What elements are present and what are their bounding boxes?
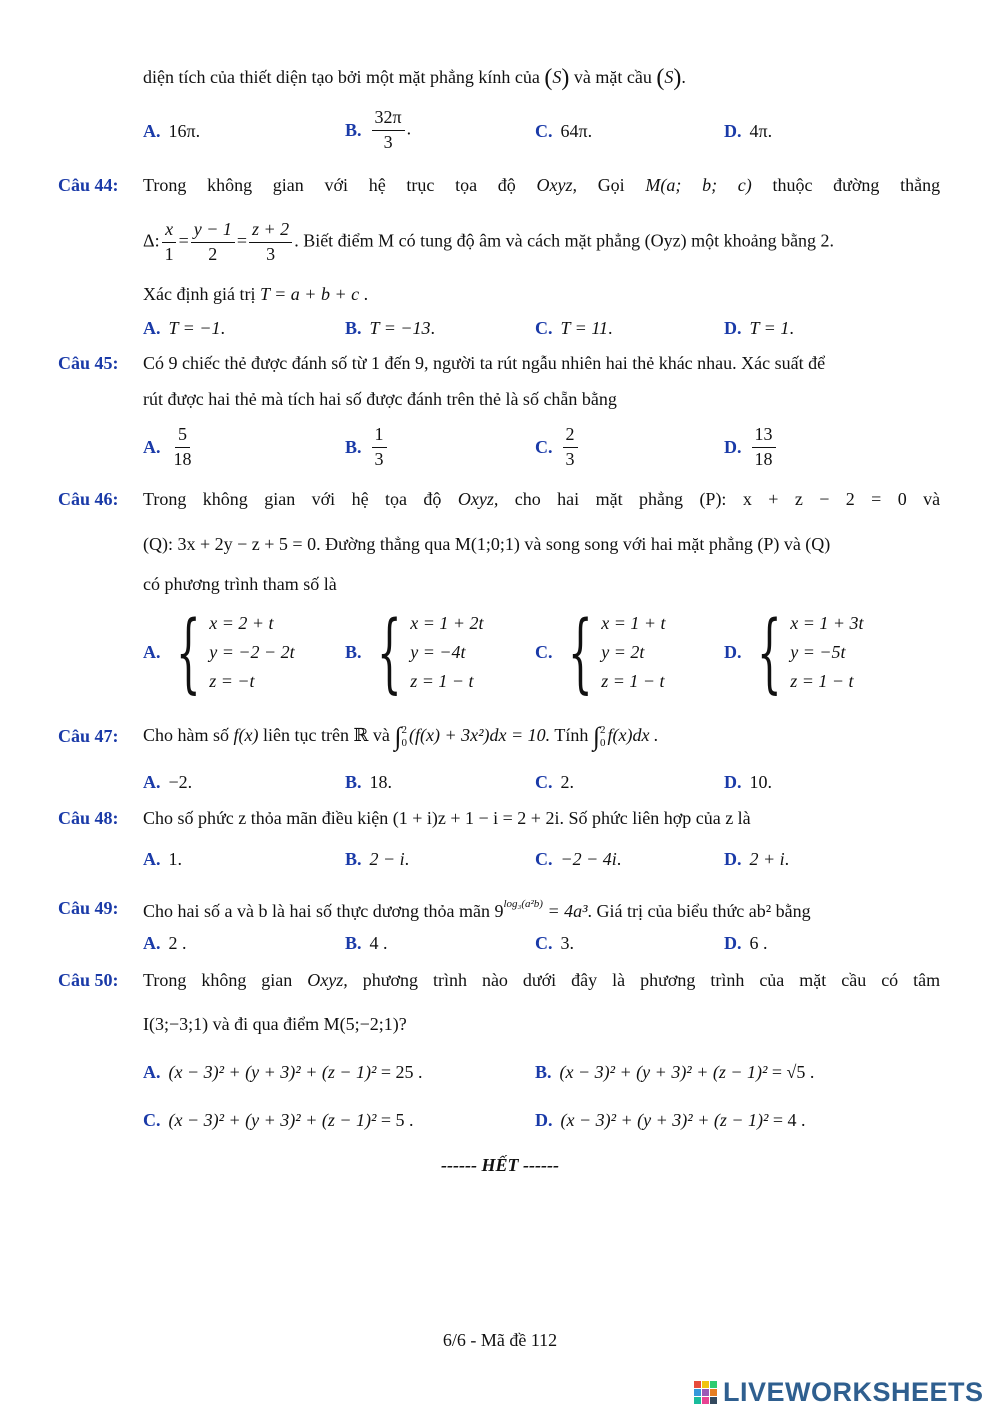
- integral-sign: ∫: [592, 722, 600, 751]
- q45-line2: rút được hai thẻ mà tích hai số được đánh trên thẻ là số chẵn bằng: [143, 389, 617, 409]
- q50-option-b[interactable]: B. (x − 3)² + (y + 3)² + (z − 1)² = √5 .: [535, 1062, 815, 1082]
- q49-text: Cho hai số a và b là hai số thực dương thỏa mãn $9^{log_3(a^2b)} = 4a^3$. Giá trị của biểu thức ab² bằng: [143, 898, 811, 921]
- q46-option-b[interactable]: B. { x = 1 + 2t y = −4t z = 1 − t: [345, 602, 484, 703]
- q43-option-d[interactable]: D. 4π.: [724, 121, 773, 141]
- q47-option-d[interactable]: D. 10.: [724, 772, 772, 792]
- q44-option-c[interactable]: C. T = 11.: [535, 318, 613, 338]
- q43-b-fraction: $\frac{32\pi}{3}$: [372, 108, 405, 153]
- q48-option-c[interactable]: C. −2 − 4i.: [535, 849, 622, 869]
- watermark-text: LIVEWORKSHEETS: [723, 1377, 984, 1407]
- integral-sign: ∫: [394, 722, 402, 751]
- q48-option-b[interactable]: B. 2 − i.: [345, 849, 410, 869]
- q46-option-d[interactable]: D. { x = 1 + 3t y = −5t z = 1 − t: [724, 602, 864, 703]
- q44-option-b[interactable]: B. T = −13.: [345, 318, 435, 338]
- q49-label: Câu 49:: [58, 898, 119, 918]
- q47-option-a[interactable]: A. −2.: [143, 772, 193, 792]
- q44-line1: Trong không gian với hệ trục tọa độ Oxyz, Gọi M(a; b; c) thuộc đường thẳng: [143, 175, 941, 195]
- q46-label: Câu 46:: [58, 489, 119, 509]
- q47-option-c[interactable]: C. 2.: [535, 772, 574, 792]
- q45-option-b[interactable]: B. $\frac{1}{3}$: [345, 425, 389, 470]
- q45-option-a[interactable]: A. $\frac{5}{18}$: [143, 424, 192, 469]
- q50-label: Câu 50:: [58, 970, 119, 990]
- q44-option-a[interactable]: A. T = −1.: [143, 318, 225, 338]
- q46-line3: có phương trình tham số là: [143, 574, 337, 594]
- q44-line2: . Biết điểm M có tung độ âm và cách mặt phẳng (Oyz) một khoảng bằng 2.: [294, 230, 835, 251]
- q46-option-a[interactable]: A. { x = 2 + t y = −2 − 2t z = −t: [143, 602, 295, 703]
- q50-option-a[interactable]: A. (x − 3)² + (y + 3)² + (z − 1)² = 25 .: [143, 1062, 423, 1082]
- q44-line-equation: Δ: $\frac{x}{1}$ = $\frac{y - 1}{2}$ = $\frac{z + 2}{3}$ . Biết điểm M có tung độ âm và cách mặt phẳng (Oyz) một khoảng bằng 2.: [143, 219, 835, 264]
- q50-line1: Trong không gian Oxyz, phương trình nào dưới đây là phương trình của mặt cầu có tâm: [143, 970, 941, 990]
- q48-option-a[interactable]: A. 1.: [143, 849, 182, 869]
- q47-text: Cho hàm số f(x) liên tục trên ℝ và ∫ 2 0 (f(x) + 3x²)dx = 10. Tính ∫ 2 0 f(x)dx .: [143, 722, 659, 751]
- q43-option-c[interactable]: C. 64π.: [535, 121, 593, 141]
- q49-option-c[interactable]: C. 3.: [535, 933, 574, 953]
- q48-label: Câu 48:: [58, 808, 119, 828]
- q47-option-b[interactable]: B. 18.: [345, 772, 393, 792]
- q45-option-c[interactable]: C. $\frac{2}{3}$: [535, 425, 580, 470]
- q49-option-d[interactable]: D. 6 .: [724, 933, 768, 953]
- end-marker: ------ HẾT ------: [441, 1155, 559, 1175]
- q50-line2: I(3;−3;1) và đi qua điểm M(5;−2;1)?: [143, 1014, 407, 1034]
- q50-option-c[interactable]: C. (x − 3)² + (y + 3)² + (z − 1)² = 5 .: [143, 1110, 414, 1130]
- q49-option-b[interactable]: B. 4 .: [345, 933, 388, 953]
- q46-line1: Trong không gian với hệ tọa độ Oxyz, cho hai mặt phẳng (P): x + z − 2 = 0 và: [143, 489, 941, 509]
- q44-line3: Xác định giá trị T = a + b + c .: [143, 284, 369, 304]
- q46-option-c[interactable]: C. { x = 1 + t y = 2t z = 1 − t: [535, 602, 666, 703]
- q49-option-a[interactable]: A. 2 .: [143, 933, 187, 953]
- q43-option-b[interactable]: B. $\frac{32\pi}{3}$ .: [345, 107, 412, 152]
- q43-tail: diện tích của thiết diện tạo bởi một mặt phẳng kính của (S) và mặt cầu (S).: [143, 65, 686, 91]
- q43-tail-text: diện tích của thiết diện tạo bởi một mặt phẳng kính của: [143, 67, 540, 87]
- liveworksheets-logo: [694, 1377, 984, 1408]
- q44-label: Câu 44:: [58, 175, 119, 195]
- q45-option-d[interactable]: D. $\frac{13}{18}$: [724, 425, 778, 470]
- q46-line2: (Q): 3x + 2y − z + 5 = 0. Đường thẳng qua M(1;0;1) và song song với hai mặt phẳng (P) và (Q): [143, 534, 831, 554]
- q43-option-a[interactable]: A. 16π.: [143, 121, 201, 141]
- q47-label: Câu 47:: [58, 726, 119, 746]
- q44-option-d[interactable]: D. T = 1.: [724, 318, 794, 338]
- logo-grid-icon: [694, 1381, 717, 1404]
- q48-option-d[interactable]: D. 2 + i.: [724, 849, 790, 869]
- q45-line1: Có 9 chiếc thẻ được đánh số từ 1 đến 9, người ta rút ngẫu nhiên hai thẻ khác nhau. Xác suất để: [143, 353, 826, 373]
- q50-option-d[interactable]: D. (x − 3)² + (y + 3)² + (z − 1)² = 4 .: [535, 1110, 806, 1130]
- q48-text: Cho số phức z thỏa mãn điều kiện (1 + i)z + 1 − i = 2 + 2i. Số phức liên hợp của z là: [143, 808, 751, 828]
- q45-label: Câu 45:: [58, 353, 119, 373]
- page-footer: 6/6 - Mã đề 112: [442, 1330, 558, 1350]
